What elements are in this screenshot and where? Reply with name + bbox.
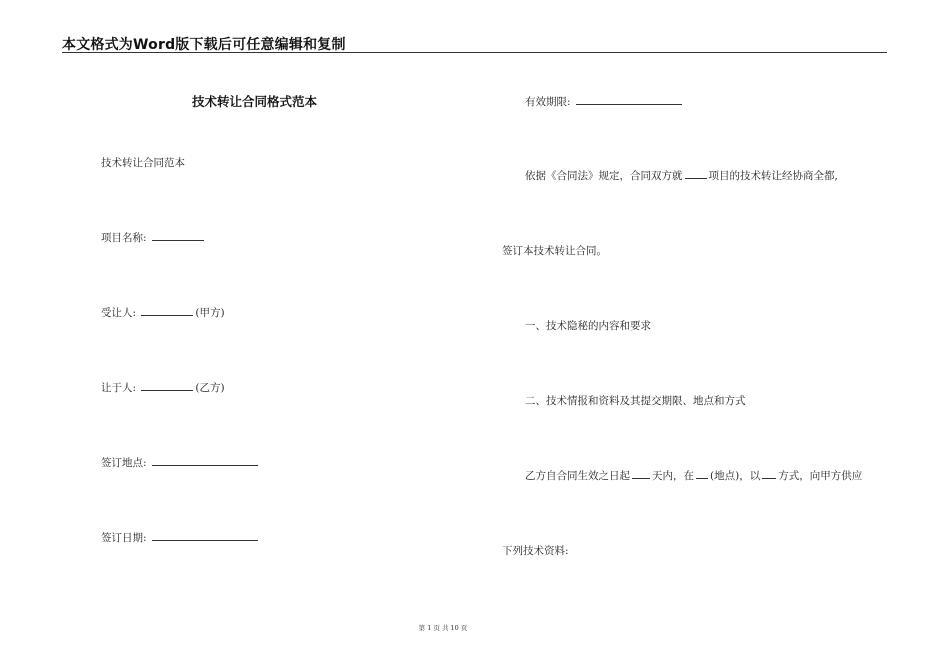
contract-subtitle: 技术转让合同范本 xyxy=(101,157,185,169)
paragraph-2-line-1 xyxy=(525,468,862,483)
assignee-blank xyxy=(141,305,193,316)
validity-row xyxy=(525,94,684,109)
method-blank xyxy=(762,468,776,479)
assignee-label: 受让人: xyxy=(101,307,137,319)
section-2-heading: 二、技术情报和资料及其提交期限、地点和方式 xyxy=(525,395,746,407)
assignee-row xyxy=(101,305,225,320)
sign-place-blank xyxy=(152,455,258,466)
assignor-blank xyxy=(141,380,193,391)
paragraph-1-line-2: 签订本技术转让合同。 xyxy=(502,245,607,257)
section-1-heading: 一、技术隐秘的内容和要求 xyxy=(525,320,651,332)
sign-place-row xyxy=(101,455,260,470)
paragraph-2-text-c: (地点)，以 xyxy=(710,470,761,482)
paragraph-2-text-a: 乙方自合同生效之日起 xyxy=(525,470,630,482)
paragraph-1-text-b: 项目的技术转让经协商全都, xyxy=(708,170,838,182)
paragraph-1-text-a: 依据《合同法》规定，合同双方就 xyxy=(525,170,683,182)
place-blank xyxy=(696,468,708,479)
document-title: 技术转让合同格式范本 xyxy=(192,94,318,109)
project-name-row xyxy=(101,230,206,245)
paragraph-2-text-d: 方式，向甲方供应 xyxy=(778,470,863,482)
sign-place-label: 签订地点: xyxy=(101,457,147,469)
assignee-suffix: (甲方) xyxy=(195,307,225,319)
validity-label: 有效期限: xyxy=(525,96,571,108)
days-blank xyxy=(632,468,650,479)
sign-date-row xyxy=(101,530,260,545)
sign-date-label: 签订日期: xyxy=(101,532,147,544)
assignor-label: 让于人: xyxy=(101,382,137,394)
project-name-blank xyxy=(152,230,204,241)
assignor-row xyxy=(101,380,225,395)
paragraph-2-text-b: 天内，在 xyxy=(652,470,694,482)
document-header-banner: 本文格式为Word版下载后可任意编辑和复制 xyxy=(62,37,346,53)
validity-blank xyxy=(576,94,682,105)
header-divider xyxy=(62,52,887,53)
project-name-label: 项目名称: xyxy=(101,232,147,244)
assignor-suffix: (乙方) xyxy=(195,382,225,394)
paragraph-1-line-1 xyxy=(525,168,838,183)
sign-date-blank xyxy=(152,530,258,541)
page-number-footer: 第 1 页 共 10 页 xyxy=(418,624,468,632)
paragraph-2-line-2: 下列技术资料: xyxy=(502,545,569,557)
project-blank xyxy=(685,168,707,179)
